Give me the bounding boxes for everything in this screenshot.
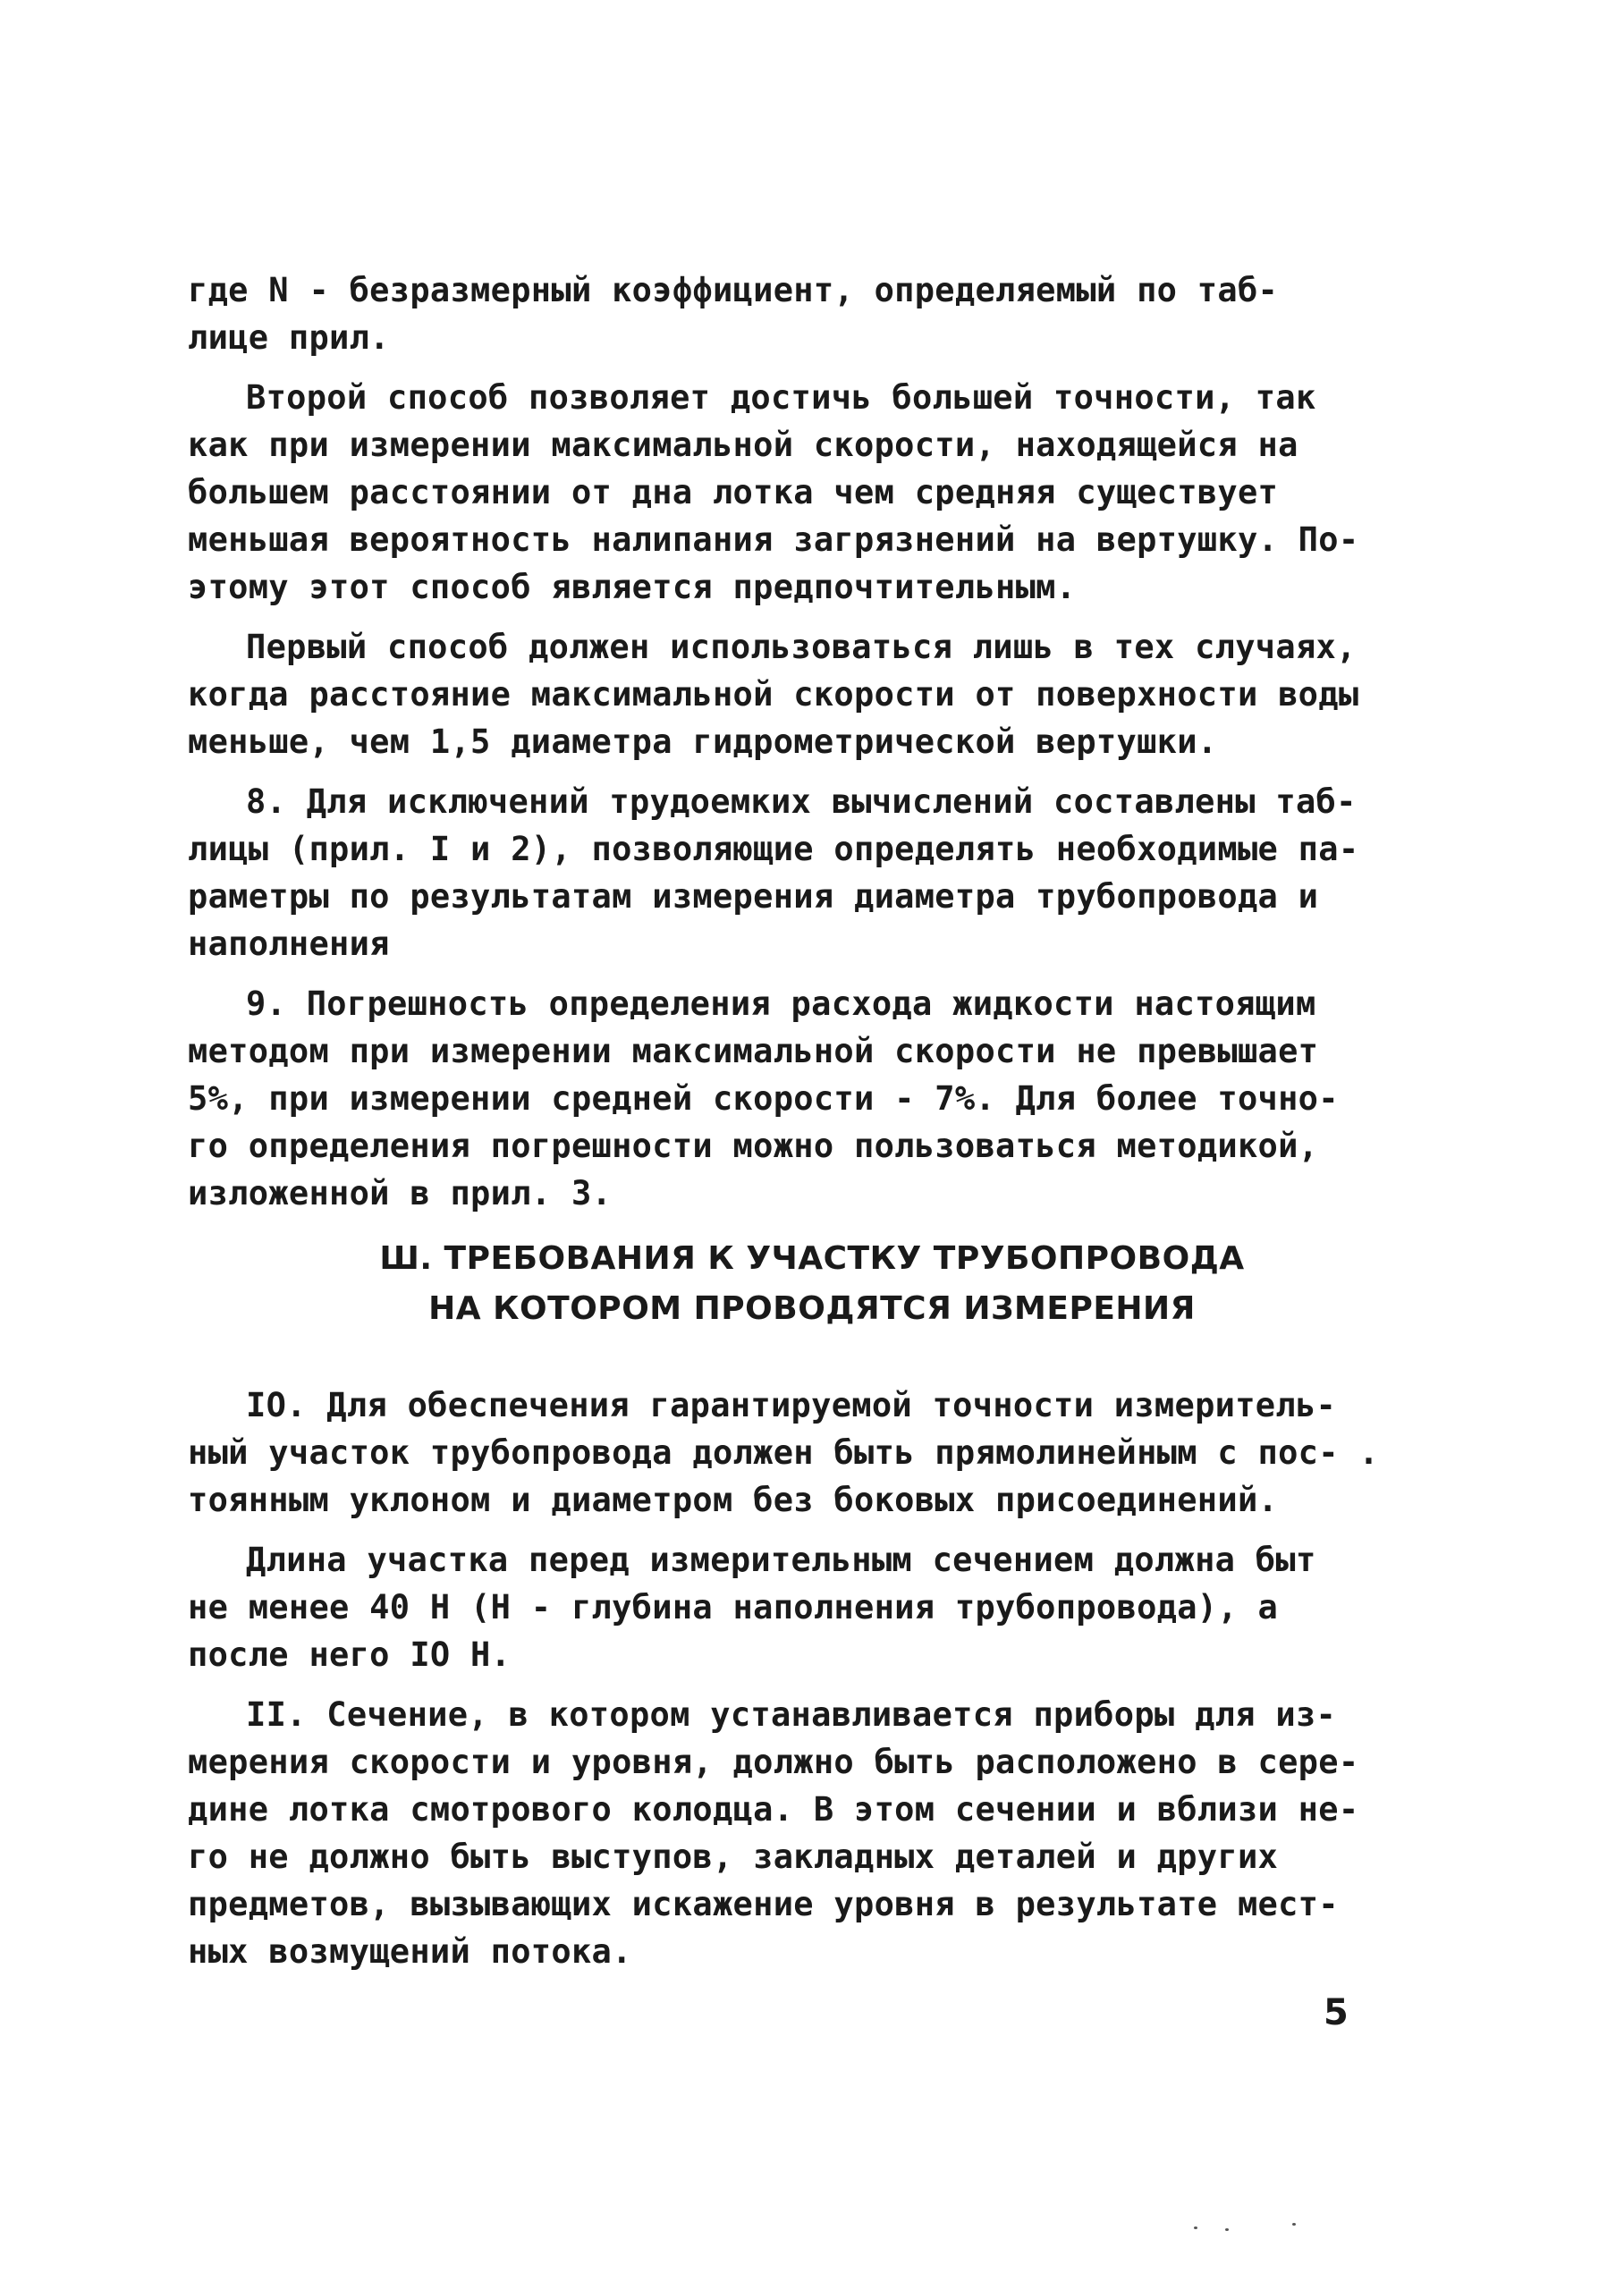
text-line: ный участок трубопровода должен быть прямолинейным с пос- . bbox=[188, 1433, 1379, 1472]
text-line: не менее 40 H (H - глубина наполнения трубопровода), а bbox=[188, 1588, 1279, 1627]
text-line: большем расстоянии от дна лотка чем средняя существует bbox=[188, 473, 1279, 511]
text-line: раметры по результатам измерения диаметра трубопровода и bbox=[188, 877, 1319, 916]
scan-speck bbox=[1292, 2223, 1296, 2226]
text-line: лице прил. bbox=[188, 318, 390, 357]
text-line: меньшая вероятность налипания загрязнений на вертушку. По- bbox=[188, 520, 1359, 559]
text-line: методом при измерении максимальной скорости не превышает bbox=[188, 1032, 1319, 1070]
text-block-requirements bbox=[188, 1382, 1379, 1975]
page-number: 5 bbox=[1324, 1992, 1349, 2033]
text-line: ных возмущений потока. bbox=[188, 1932, 632, 1971]
text-line: 5%, при измерении средней скорости - 7%. Для более точно- bbox=[188, 1079, 1339, 1118]
text-line: где N - безразмерный коэффициент, определяемый по таб- bbox=[188, 271, 1279, 309]
text-line: 9. Погрешность определения расхода жидкости настоящим bbox=[246, 984, 1316, 1023]
text-line: этому этот способ является предпочтительным. bbox=[188, 568, 1077, 606]
text-line: Первый способ должен использоваться лишь в тех случаях, bbox=[246, 628, 1357, 666]
text-line: Длина участка перед измерительным сечением должна быт bbox=[246, 1541, 1316, 1579]
scan-speck bbox=[1225, 2228, 1229, 2231]
scan-speck bbox=[1194, 2227, 1197, 2229]
text-line: го не должно быть выступов, закладных деталей и других bbox=[188, 1838, 1279, 1876]
text-line: мерения скорости и уровня, должно быть расположено в сере- bbox=[188, 1743, 1359, 1781]
text-line: Второй способ позволяет достичь большей точности, так bbox=[246, 378, 1316, 417]
text-line: го определения погрешности можно пользоваться методикой, bbox=[188, 1127, 1319, 1165]
text-line: предметов, вызывающих искажение уровня в результате мест- bbox=[188, 1885, 1339, 1923]
text-line: когда расстояние максимальной скорости от поверхности воды bbox=[188, 675, 1359, 714]
text-line: после него IO H. bbox=[188, 1635, 512, 1674]
text-line: изложенной в прил. 3. bbox=[188, 1174, 613, 1213]
text-line: как при измерении максимальной скорости, находящейся на bbox=[188, 426, 1298, 464]
text-line: 8. Для исключений трудоемких вычислений составлены таб- bbox=[246, 782, 1357, 821]
section-heading-line-2: НА КОТОРОМ ПРОВОДЯТСЯ ИЗМЕРЕНИЯ bbox=[428, 1290, 1196, 1327]
text-line: тоянным уклоном и диаметром без боковых присоединений. bbox=[188, 1481, 1279, 1519]
text-line: меньше, чем 1,5 диаметра гидрометрической вертушки. bbox=[188, 722, 1218, 761]
text-line: IO. Для обеспечения гарантируемой точности измеритель- bbox=[246, 1386, 1337, 1424]
text-line: дине лотка смотрового колодца. В этом сечении и вблизи не- bbox=[188, 1790, 1359, 1829]
text-block-methods bbox=[188, 266, 1359, 1217]
text-line: II. Сечение, в котором устанавливается приборы для из- bbox=[246, 1695, 1337, 1734]
section-heading-line-1: Ш. ТРЕБОВАНИЯ К УЧАСТКУ ТРУБОПРОВОДА bbox=[379, 1240, 1245, 1277]
section-heading bbox=[0, 1234, 1624, 1334]
text-line: наполнения bbox=[188, 925, 390, 963]
text-line: лицы (прил. I и 2), позволяющие определять необходимые па- bbox=[188, 830, 1359, 868]
